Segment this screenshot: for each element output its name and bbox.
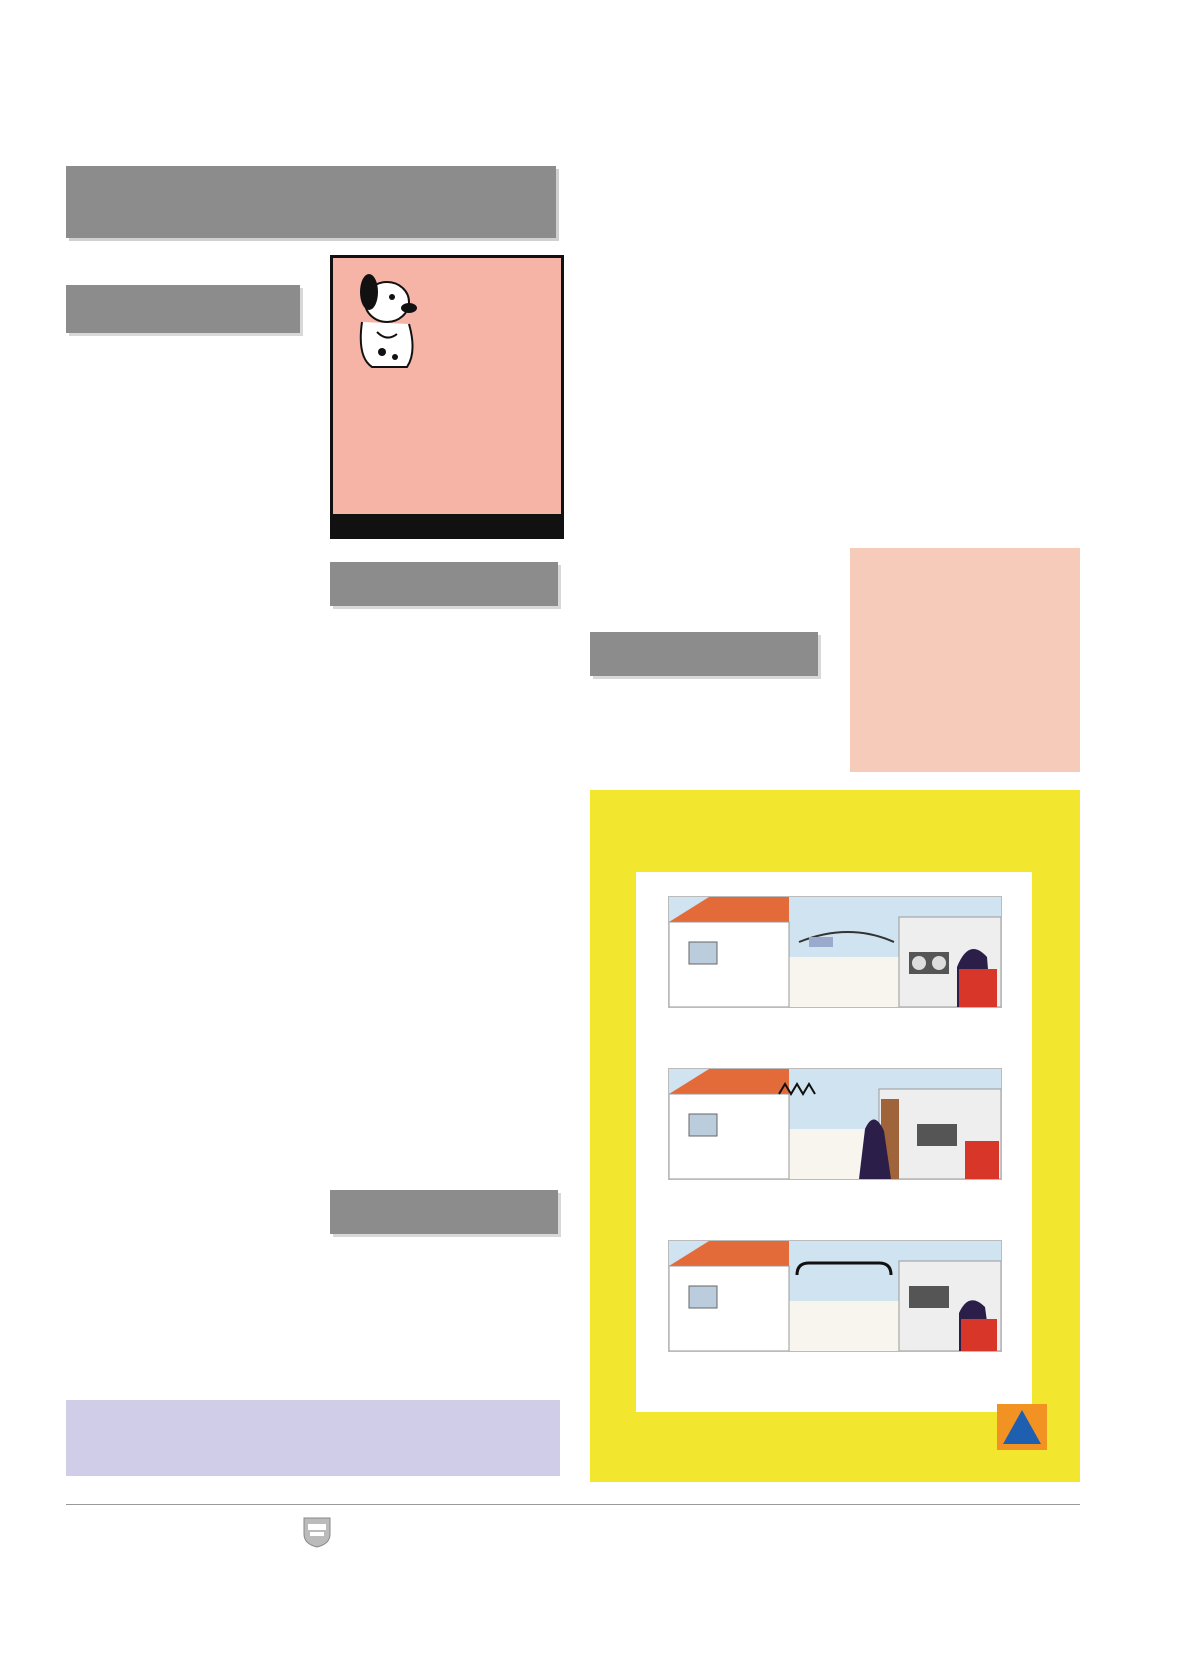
footer-rule — [66, 1504, 1080, 1505]
zahnaerzte-heading — [66, 285, 300, 333]
banner — [66, 166, 556, 238]
ad-katzen-hundestube[interactable] — [330, 255, 564, 539]
beratung-box — [850, 548, 1080, 772]
step-2-scene — [668, 1068, 1002, 1180]
house-scene-3 — [669, 1241, 1001, 1351]
step-3-scene — [668, 1240, 1002, 1352]
warn-inner — [636, 872, 1032, 1412]
house-scene-2 — [669, 1069, 1001, 1179]
tieraerzte-heading — [330, 562, 558, 606]
bestattungen-column — [330, 1244, 560, 1264]
tieraerzte-column — [330, 614, 560, 634]
bestattungen-heading — [330, 1190, 558, 1234]
zahnaerzte-column — [66, 340, 300, 358]
ad-url[interactable] — [333, 514, 561, 536]
zivilschutz-logo — [997, 1404, 1047, 1450]
internet-box[interactable] — [66, 1400, 560, 1476]
rauchfangkehrer-heading — [590, 632, 818, 676]
dog-illustration — [337, 262, 437, 372]
step-1-scene — [668, 896, 1002, 1008]
warn-poster — [590, 790, 1080, 1482]
house-scene-1 — [669, 897, 1001, 1007]
city-crest-icon — [302, 1516, 332, 1548]
